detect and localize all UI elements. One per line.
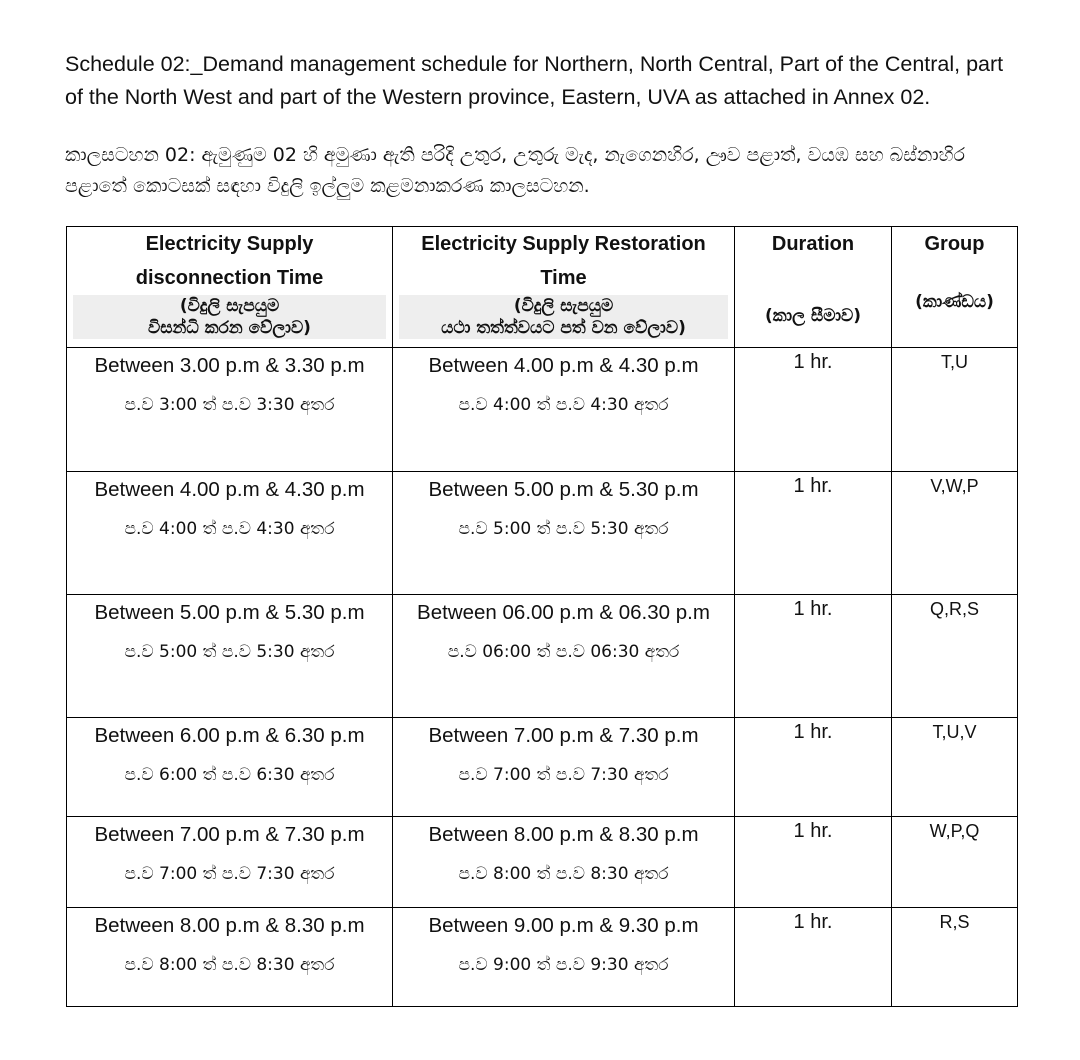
restoration-cell xyxy=(393,472,735,595)
disconnection-time-en: Between 5.00 p.m & 5.30 p.m xyxy=(94,601,365,624)
header-disconnection-si-line1: (විදුලි සැපයුම xyxy=(179,296,280,316)
header-duration-si: (කාල සීමාව) xyxy=(764,306,862,326)
disconnection-cell xyxy=(67,348,393,472)
restoration-time-en: Between 9.00 p.m & 9.30 p.m xyxy=(428,914,699,937)
header-restoration-si-block xyxy=(399,295,728,339)
restoration-cell xyxy=(393,817,735,908)
disconnection-time-en: Between 3.00 p.m & 3.30 p.m xyxy=(94,354,365,377)
table-row xyxy=(67,718,1018,817)
header-restoration-en-line2: Time xyxy=(540,267,587,289)
header-restoration-en-line1: Electricity Supply Restoration xyxy=(421,233,706,255)
table-header-row xyxy=(67,227,1018,348)
restoration-time-en: Between 7.00 p.m & 7.30 p.m xyxy=(428,724,699,747)
table-row xyxy=(67,817,1018,908)
disconnection-time-si: ප.ව 4:00 ත් ප.ව 4:30 අතර xyxy=(124,519,335,539)
schedule-heading-english: Schedule 02:_Demand management schedule for Northern, North Central, Part of the Central, part of the North West and part of the Western province, Eastern, UVA as attached in Annex 02. xyxy=(65,52,1004,109)
disconnection-cell xyxy=(67,908,393,1007)
disconnection-time-en: Between 6.00 p.m & 6.30 p.m xyxy=(94,724,365,747)
restoration-time-si: ප.ව 5:00 ත් ප.ව 5:30 අතර xyxy=(458,519,669,539)
restoration-cell xyxy=(393,718,735,817)
header-disconnection-si-line2: විසන්ධි කරන වේලාව) xyxy=(148,318,311,338)
header-restoration-time xyxy=(393,227,735,348)
table-row xyxy=(67,472,1018,595)
group-cell: T,U,V xyxy=(892,718,1018,817)
table-row xyxy=(67,908,1018,1007)
restoration-time-en: Between 5.00 p.m & 5.30 p.m xyxy=(428,478,699,501)
schedule-heading-sinhala: කාලසටහන 02: ඇමුණුම 02 හි අමුණා ඇති පරිදි උතුර, උතුරු මැද, නැගෙනහිර, ඌව පළාත්, වයඹ සහ බස්නාහිර පළාතේ කොටසක් සඳහා විදුලි ඉල්ලුම කළමනාකරණ කාලසටහන. xyxy=(65,144,966,197)
disconnection-time-en: Between 4.00 p.m & 4.30 p.m xyxy=(94,478,365,501)
group-cell: W,P,Q xyxy=(892,817,1018,908)
disconnection-time-en: Between 7.00 p.m & 7.30 p.m xyxy=(94,823,365,846)
disconnection-time-si: ප.ව 3:00 ත් ප.ව 3:30 අතර xyxy=(124,395,335,415)
demand-schedule-table xyxy=(66,226,1018,1007)
restoration-time-en: Between 4.00 p.m & 4.30 p.m xyxy=(428,354,699,377)
group-cell: T,U xyxy=(892,348,1018,472)
restoration-cell xyxy=(393,908,735,1007)
disconnection-time-si: ප.ව 5:00 ත් ප.ව 5:30 අතර xyxy=(124,642,335,662)
table-row xyxy=(67,595,1018,718)
header-restoration-si-line1: (විදුලි සැපයුම xyxy=(513,296,614,316)
disconnection-time-si: ප.ව 8:00 ත් ප.ව 8:30 අතර xyxy=(124,955,335,975)
disconnection-cell xyxy=(67,718,393,817)
disconnection-time-si: ප.ව 6:00 ත් ප.ව 6:30 අතර xyxy=(124,765,335,785)
disconnection-cell xyxy=(67,472,393,595)
disconnection-cell xyxy=(67,817,393,908)
restoration-cell xyxy=(393,595,735,718)
restoration-time-si: ප.ව 4:00 ත් ප.ව 4:30 අතර xyxy=(458,395,669,415)
disconnection-time-en: Between 8.00 p.m & 8.30 p.m xyxy=(94,914,365,937)
restoration-time-si: ප.ව 7:00 ත් ප.ව 7:30 අතර xyxy=(458,765,669,785)
duration-cell: 1 hr. xyxy=(735,817,892,908)
header-disconnection-en-line2: disconnection Time xyxy=(135,267,324,289)
group-cell: V,W,P xyxy=(892,472,1018,595)
duration-cell: 1 hr. xyxy=(735,472,892,595)
header-restoration-si-line2: යථා තත්ත්වයට පත් වන වේලාව) xyxy=(441,318,686,338)
header-duration-en: Duration xyxy=(771,233,855,255)
duration-cell: 1 hr. xyxy=(735,348,892,472)
header-disconnection-en-line1: Electricity Supply xyxy=(145,233,314,255)
duration-cell: 1 hr. xyxy=(735,718,892,817)
table-row xyxy=(67,348,1018,472)
restoration-cell xyxy=(393,348,735,472)
duration-cell: 1 hr. xyxy=(735,595,892,718)
restoration-time-si: ප.ව 8:00 ත් ප.ව 8:30 අතර xyxy=(458,864,669,884)
header-group-en: Group xyxy=(924,233,985,255)
restoration-time-si: ප.ව 06:00 ත් ප.ව 06:30 අතර xyxy=(447,642,680,662)
disconnection-time-si: ප.ව 7:00 ත් ප.ව 7:30 අතර xyxy=(124,864,335,884)
header-disconnection-si-block xyxy=(73,295,386,339)
restoration-time-si: ප.ව 9:00 ත් ප.ව 9:30 අතර xyxy=(458,955,669,975)
duration-cell: 1 hr. xyxy=(735,908,892,1007)
group-cell: R,S xyxy=(892,908,1018,1007)
disconnection-cell xyxy=(67,595,393,718)
group-cell: Q,R,S xyxy=(892,595,1018,718)
header-disconnection-time xyxy=(67,227,393,348)
header-duration xyxy=(735,227,892,348)
restoration-time-en: Between 06.00 p.m & 06.30 p.m xyxy=(417,601,710,624)
header-group-si: (කාණ්ඩය) xyxy=(915,292,994,312)
header-group xyxy=(892,227,1018,348)
restoration-time-en: Between 8.00 p.m & 8.30 p.m xyxy=(428,823,699,846)
